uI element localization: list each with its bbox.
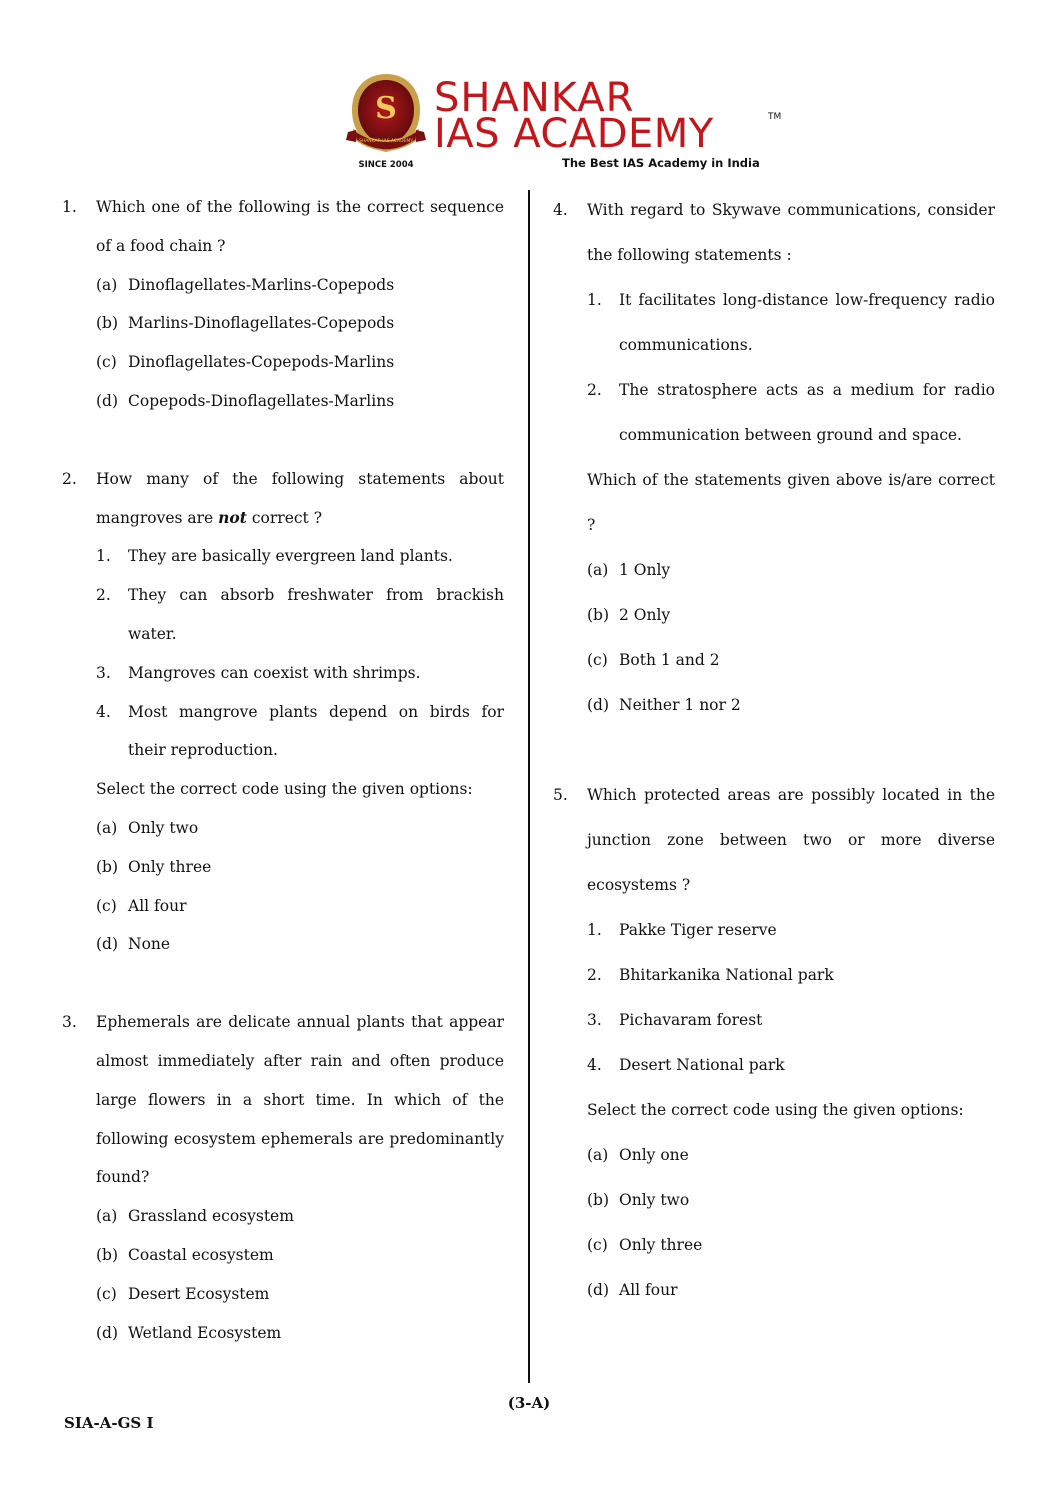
question-3 bbox=[62, 1003, 504, 1352]
option-b: (b) 2 Only bbox=[587, 606, 671, 624]
option-c: (c) Desert Ecosystem bbox=[96, 1284, 270, 1303]
option-b: (b) Coastal ecosystem bbox=[96, 1245, 274, 1264]
instruction-text: Select the correct code using the given options: bbox=[96, 780, 473, 799]
question-5 bbox=[553, 773, 995, 1313]
option-d: (d) None bbox=[96, 935, 171, 954]
question-text: Which one of the following is the correct sequence of a food chain ? bbox=[96, 198, 504, 255]
statement-1: 1. It facilitates long-distance low-frequency radio communications. bbox=[587, 291, 995, 354]
statement-2: 2. The stratosphere acts as a medium for radio communication between ground and space. bbox=[587, 381, 995, 444]
instruction-text: Select the correct code using the given options: bbox=[587, 1101, 964, 1119]
svg-text:S: S bbox=[375, 91, 397, 126]
instruction-text: Which of the statements given above is/are correct ? bbox=[587, 471, 995, 534]
statement-4: 4. Desert National park bbox=[587, 1056, 785, 1074]
statement-1: 1. They are basically evergreen land plants. bbox=[96, 547, 453, 566]
page-number: (3-A) bbox=[507, 1394, 551, 1412]
brand-name-line1: SHANKAR bbox=[434, 75, 635, 121]
question-1 bbox=[62, 188, 504, 421]
option-d: (d) Copepods-Dinoflagellates-Marlins bbox=[96, 391, 395, 410]
option-a: (a) Grassland ecosystem bbox=[96, 1207, 294, 1226]
question-number: 5. bbox=[553, 786, 568, 804]
question-number: 1. bbox=[62, 198, 77, 216]
statement-2: 2. Bhitarkanika National park bbox=[587, 966, 834, 984]
column-divider bbox=[528, 190, 530, 1383]
question-text: With regard to Skywave communications, consider the following statements : bbox=[587, 201, 995, 264]
question-text: Ephemerals are delicate annual plants that appear almost immediately after rain and often produce large flowers in a short time. In which of the following ecosystem ephemerals are predominantly found? bbox=[96, 1013, 504, 1187]
option-b: (b) Only three bbox=[96, 857, 212, 876]
option-b: (b) Only two bbox=[587, 1191, 690, 1209]
tagline: The Best IAS Academy in India bbox=[562, 156, 760, 170]
svg-text:SHANKAR IAS ACADEMY: SHANKAR IAS ACADEMY bbox=[358, 139, 414, 144]
option-a: (a) Only two bbox=[96, 818, 199, 837]
question-number: 3. bbox=[62, 1013, 77, 1032]
option-c: (c) Dinoflagellates-Copepods-Marlins bbox=[96, 353, 395, 372]
right-column bbox=[553, 188, 995, 1313]
option-b: (b) Marlins-Dinoflagellates-Copepods bbox=[96, 314, 395, 333]
brand-name-line2: IAS ACADEMY bbox=[434, 111, 714, 157]
option-a: (a) Dinoflagellates-Marlins-Copepods bbox=[96, 275, 395, 294]
question-2 bbox=[62, 460, 504, 964]
option-d: (d) Neither 1 nor 2 bbox=[587, 696, 741, 714]
option-c: (c) All four bbox=[96, 896, 187, 915]
statement-2: 2. They can absorb freshwater from brackish water. bbox=[96, 586, 504, 643]
option-a: (a) Only one bbox=[587, 1146, 689, 1164]
option-a: (a) 1 Only bbox=[587, 561, 671, 579]
option-c: (c) Only three bbox=[587, 1236, 703, 1254]
statement-3: 3. Mangroves can coexist with shrimps. bbox=[96, 663, 421, 682]
paper-code: SIA-A-GS I bbox=[64, 1414, 154, 1432]
question-4 bbox=[553, 188, 995, 728]
question-text: How many of the following statements about mangroves are not correct ? bbox=[96, 469, 504, 527]
question-number: 2. bbox=[62, 469, 77, 488]
trademark-mark: TM bbox=[768, 112, 782, 122]
option-d: (d) Wetland Ecosystem bbox=[96, 1323, 282, 1342]
academy-logo bbox=[336, 70, 796, 175]
emblem-icon bbox=[344, 70, 428, 166]
statement-4: 4. Most mangrove plants depend on birds for their reproduction. bbox=[96, 702, 504, 760]
statement-1: 1. Pakke Tiger reserve bbox=[587, 921, 777, 939]
question-number: 4. bbox=[553, 201, 568, 219]
left-column bbox=[62, 188, 504, 1352]
since-label: SINCE 2004 bbox=[358, 160, 414, 170]
option-c: (c) Both 1 and 2 bbox=[587, 651, 720, 669]
option-d: (d) All four bbox=[587, 1281, 678, 1299]
statement-3: 3. Pichavaram forest bbox=[587, 1011, 763, 1029]
question-text: Which protected areas are possibly located in the junction zone between two or more diverse ecosystems ? bbox=[587, 786, 995, 894]
